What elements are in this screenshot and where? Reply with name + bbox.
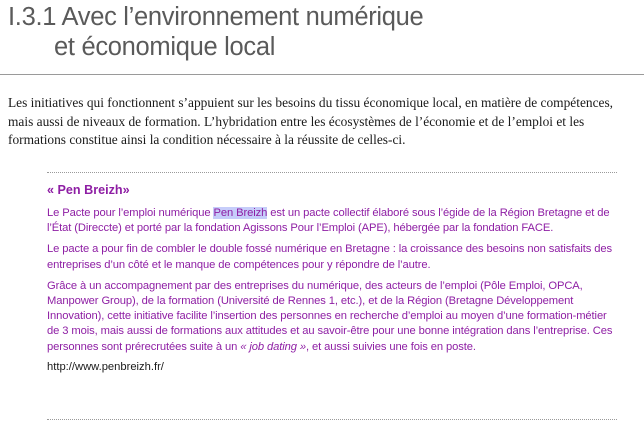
heading-line-2: et économique local xyxy=(54,33,276,61)
p1-text-after: est un pacte collectif élaboré sous l’égide de la Région Bretagne et de l’État (Direccte) et porté par la fondation Agissons Pour l’Emploi (APE), hébergée par la fondation FACE. xyxy=(47,207,610,235)
intro-text: Les initiatives qui fonctionnent s’appuient sur les besoins du tissu économique local, en matière de compétences, mais aussi de niveaux de formation. L’hybridation entre les écosystèmes de l’économie et de l’emploi et les formations constitue ainsi la condition nécessaire à la réussite de celles-ci. xyxy=(8,95,614,147)
heading-divider xyxy=(0,74,644,75)
case-study-paragraph-2: Le pacte a pour fin de combler le double fossé numérique en Bretagne : la croissance des besoins non satisfaits des entreprises d’un côté et le manque de compétences pour y répondre de l’autre. xyxy=(47,243,613,271)
website-link[interactable]: http://www.penbreizh.fr/ xyxy=(47,360,164,373)
case-study-box xyxy=(47,172,617,420)
p3-emphasis: « job dating » xyxy=(240,340,307,353)
section-heading xyxy=(8,2,423,62)
case-study-paragraph-1 xyxy=(47,206,617,236)
case-study-title: « Pen Breizh» xyxy=(47,183,130,197)
p1-text-before: Le Pacte pour l’emploi numérique xyxy=(47,207,214,219)
highlighted-text[interactable]: Pen Breizh xyxy=(213,207,268,219)
heading-line-1: I.3.1 Avec l’environnement numérique xyxy=(8,3,424,31)
case-study-paragraph-3 xyxy=(47,279,617,355)
p3-text-before: Grâce à un accompagnement par des entreprises du numérique, des acteurs de l’emploi (Pôle Emploi, OPCA, Manpower Group), de la formation (Université de Rennes 1, etc.), et de la Région (Bretagne Développement Innovation), cette initiative facilite l’insertion des personnes en recherche d’emploi au moyen d’une formation-métier de 3 mois, mais aussi de formations aux attitudes et au savoir-être pour une bonne intégration dans l’entreprise. Ces personnes sont prérecrutées suite à un xyxy=(47,279,613,353)
p3-text-after: , et aussi suivies une fois en poste. xyxy=(306,340,476,353)
intro-paragraph xyxy=(8,94,640,150)
